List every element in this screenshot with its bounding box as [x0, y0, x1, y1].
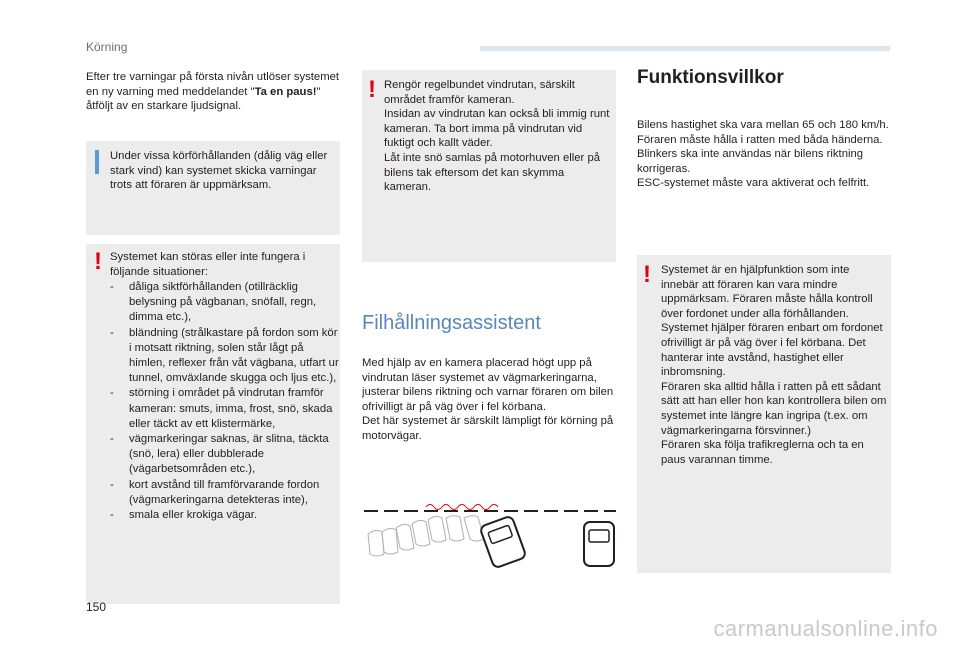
warning-list-item	[110, 508, 340, 523]
intro-paragraph: Efter tre varningar på första nivån utlöser systemet en ny varning med meddelandet "Ta en paus!" åtföljt av en starkare ljudsignal.	[86, 71, 340, 113]
section-title: Körning	[86, 40, 128, 54]
warning-box-situations	[86, 244, 340, 604]
assistance-warning-text: Systemet är en hjälpfunktion som inte innebär att föraren kan vara mindre uppmärksam. Föraren måste hålla kontroll över fordonet under alla förhållanden. Systemet hjälper föraren enbart om fordonet ofrivilligt är på väg över i fel körbana. Det hanterar inte avstånd, hastighet eller inbromsning. Föraren ska alltid hålla i ratten på ett sådant sätt att han eller hon kan kontrollera bilen om systemet inte längre kan ingripa (t.ex. om vägmarkeringarna försvinner.) Föraren ska följa trafikreglerna och ta en paus varannan timme.	[661, 264, 887, 466]
list-dash: -	[110, 509, 114, 522]
warning-list-text: vägmarkeringar saknas, är slitna, täckta (snö, lera) eller dubblerade (vägarbetsområden etc.),	[129, 433, 329, 476]
section-body: Med hjälp av en kamera placerad högt upp på vindrutan läser systemet av vägmarkeringarna, justerar bilens riktning och varnar föraren om bilen ofrivilligt är på väg över i fel körbana. Det här systemet är särskilt lämpligt för körning på motorvägar.	[362, 357, 614, 442]
car-ghost-trail	[368, 516, 484, 556]
warning-list	[110, 280, 340, 523]
warning-list-item	[110, 386, 340, 432]
warning-list-item	[110, 326, 340, 387]
warning-box-clean	[362, 70, 616, 262]
warning-list-item	[110, 280, 340, 326]
page-number: 150	[86, 600, 107, 614]
conditions-heading: Funktionsvillkor	[637, 67, 784, 88]
warning-icon: !	[94, 248, 102, 275]
vibration-zigzag	[426, 505, 498, 510]
warning-list-text: bländning (strålkastare på fordon som kör i motsatt riktning, solen står lågt på himlen, reflexer från våt vägbana, utfart ur tunnel, omväxlande skugga och ljus etc.),	[129, 326, 339, 385]
warning-intro: Systemet kan störas eller inte fungera i följande situationer:	[110, 251, 306, 278]
list-dash: -	[110, 281, 114, 293]
clean-warning-text: Rengör regelbundet vindrutan, särskilt området framför kameran. Insidan av vindrutan kan också bli immig runt kameran. Ta bort imma på vindrutan vid fuktigt och kallt väder. Låt inte snö samlas på motorhuven eller på bilens tak eftersom det kan skymma kameran.	[384, 79, 610, 194]
warning-list-text: smala eller krokiga vägar.	[129, 509, 258, 522]
info-text: Under vissa körförhållanden (dålig väg eller stark vind) kan systemet skicka varningar trots att föraren är uppmärksam.	[110, 150, 328, 192]
header-bar	[480, 46, 890, 51]
list-dash: -	[110, 433, 114, 446]
warning-list-item	[110, 478, 340, 508]
watermark: carmanualsonline.info	[713, 616, 938, 641]
lane-keeping-illustration	[362, 498, 618, 568]
warning-list-text: dåliga siktförhållanden (otillräcklig belysning på vägbanan, snöfall, regn, dimma etc.),	[129, 281, 317, 324]
conditions-list: Bilens hastighet ska vara mellan 65 och 180 km/h. Föraren måste hålla i ratten med båda händerna. Blinkers ska inte användas när bilens riktning korrigeras. ESC-systemet måste vara aktiverat och felfritt.	[637, 119, 889, 190]
info-box	[86, 141, 340, 235]
warning-icon: !	[643, 261, 651, 288]
list-dash: -	[110, 478, 114, 491]
warning-list-item	[110, 432, 340, 478]
car-icon	[480, 516, 527, 568]
list-dash: -	[110, 326, 114, 339]
car-icon	[584, 522, 614, 566]
warning-icon: !	[368, 76, 376, 103]
list-dash: -	[110, 387, 114, 400]
warning-list-text: störning i området på vindrutan framför kameran: smuts, imma, frost, snö, skada eller täckt av ett klistermärke,	[129, 387, 333, 430]
warning-list-text: kort avstånd till framförvarande fordon (vägmarkeringarna detekteras inte),	[129, 478, 320, 506]
warning-box-assistance	[637, 255, 891, 573]
section-heading: Filhållningsassistent	[362, 312, 541, 334]
info-icon	[95, 150, 99, 174]
